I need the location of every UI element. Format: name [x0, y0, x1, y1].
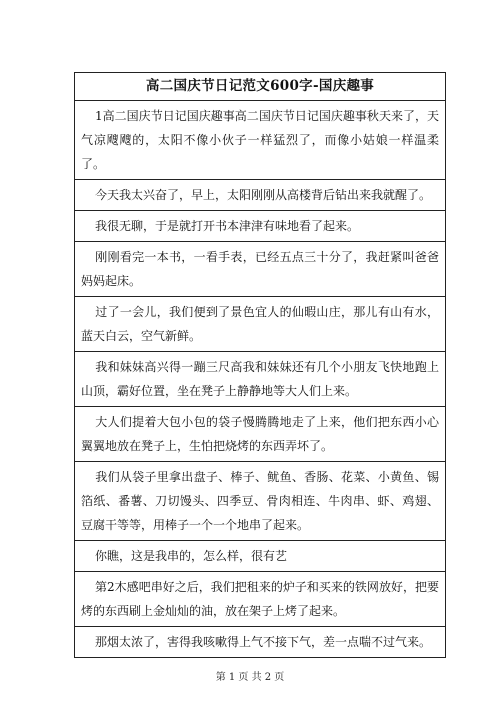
paragraph: 今天我太兴奋了，早上，太阳刚刚从高楼背后钻出来我就醒了。 — [75, 180, 445, 211]
document-title: 高二国庆节日记范文600字-国庆趣事 — [75, 73, 445, 101]
paragraph: 1高二国庆节日记国庆趣事高二国庆节日记国庆趣事秋天来了，天气凉飕飕的，太阳不像小伙子一样猛烈了，而像小姑娘一样温柔了。 — [75, 101, 445, 180]
paragraph: 大人们提着大包小包的袋子慢腾腾地走了上来，他们把东西小心翼翼地放在凳子上，生怕把烧烤的东西弄坏了。 — [75, 407, 445, 462]
paragraph: 我很无聊，于是就打开书本津津有味地看了起来。 — [75, 211, 445, 242]
paragraph: 刚刚看完一本书，一看手表，已经五点三十分了，我赶紧叫爸爸妈妈起床。 — [75, 242, 445, 297]
paragraph: 过了一会儿，我们便到了景色宜人的仙暇山庄，那儿有山有水，蓝天白云，空气新鲜。 — [75, 297, 445, 352]
paragraph: 你瞧，这是我串的，怎么样，很有艺 — [75, 541, 445, 572]
paragraph: 那烟太浓了，害得我咳嗽得上气不接下气，差一点喘不过气来。 — [75, 627, 445, 658]
paragraph: 第2木感吧串好之后，我们把租来的炉子和买来的铁网放好，把要烤的东西刷上金灿灿的油，放在架子上烤了起来。 — [75, 572, 445, 627]
paragraph: 我们从袋子里拿出盘子、棒子、鱿鱼、香肠、花菜、小黄鱼、锡箔纸、番薯、刀切馒头、四季豆、骨肉相连、牛肉串、虾、鸡翅、豆腐干等等，用棒子一个一个地串了起来。 — [75, 462, 445, 541]
document-table — [74, 72, 446, 658]
page-number: 第 1 页 共 2 页 — [215, 672, 285, 683]
paragraph: 我和妹妹高兴得一蹦三尺高我和妹妹还有几个小朋友飞快地跑上山顶，霸好位置，坐在凳子上静静地等大人们上来。 — [75, 352, 445, 407]
